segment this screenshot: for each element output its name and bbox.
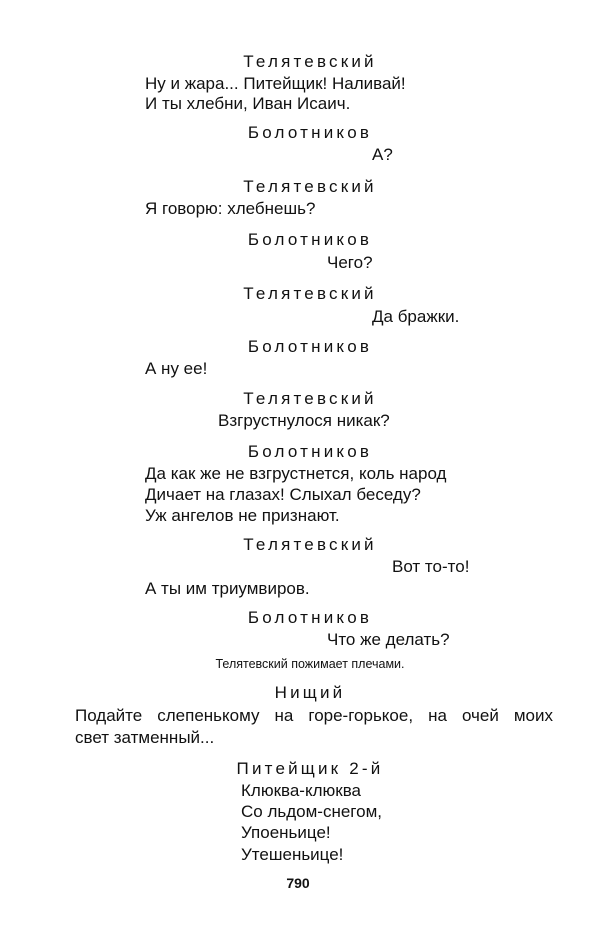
dialogue-line: Да как же не взгрустнется, коль народ	[145, 464, 447, 483]
speaker-name: Болотников	[247, 442, 373, 461]
dialogue-line: Уж ангелов не признают.	[145, 506, 340, 525]
dialogue-line: Да бражки.	[372, 307, 460, 326]
dialogue-line: Взгрустнулося никак?	[218, 411, 390, 430]
speaker-name: Телятевский	[243, 284, 377, 303]
speaker-name: Болотников	[247, 608, 373, 627]
dialogue-line: Что же делать?	[327, 630, 450, 649]
speaker-name: Болотников	[247, 123, 373, 142]
dialogue-line: И ты хлебни, Иван Исаич.	[145, 94, 351, 113]
song-line: Утешеньице!	[241, 845, 344, 864]
dialogue-line: А ну ее!	[145, 359, 208, 378]
speaker-name: Телятевский	[243, 52, 377, 71]
dialogue-line: А?	[372, 145, 393, 164]
dialogue-line: Вот то-то!	[392, 557, 470, 576]
speaker-name: Нищий	[274, 683, 346, 702]
dialogue-line: Чего?	[327, 253, 373, 272]
dialogue-line: А ты им триумвиров.	[145, 579, 310, 598]
song-line: Со льдом-снегом,	[241, 802, 382, 821]
speaker-name: Болотников	[247, 337, 373, 356]
dialogue-line: Подайте слепенькому на горе-горькое, на очей моих	[75, 706, 553, 725]
dialogue-line: Дичает на глазах! Слыхал беседу?	[145, 485, 421, 504]
dialogue-line: Я говорю: хлебнешь?	[145, 199, 316, 218]
song-line: Клюква-клюква	[241, 781, 361, 800]
page-number: 790	[286, 875, 310, 891]
speaker-name: Телятевский	[243, 389, 377, 408]
speaker-name: Телятевский	[243, 177, 377, 196]
speaker-name: Телятевский	[243, 535, 377, 554]
stage-direction: Телятевский пожимает плечами.	[215, 657, 405, 671]
dialogue-line: свет затменный...	[75, 728, 215, 747]
dialogue-line: Ну и жара... Питейщик! Наливай!	[145, 74, 406, 93]
speaker-name: Болотников	[247, 230, 373, 249]
speaker-name: Питейщик 2-й	[236, 759, 384, 778]
song-line: Упоеньице!	[241, 823, 331, 842]
